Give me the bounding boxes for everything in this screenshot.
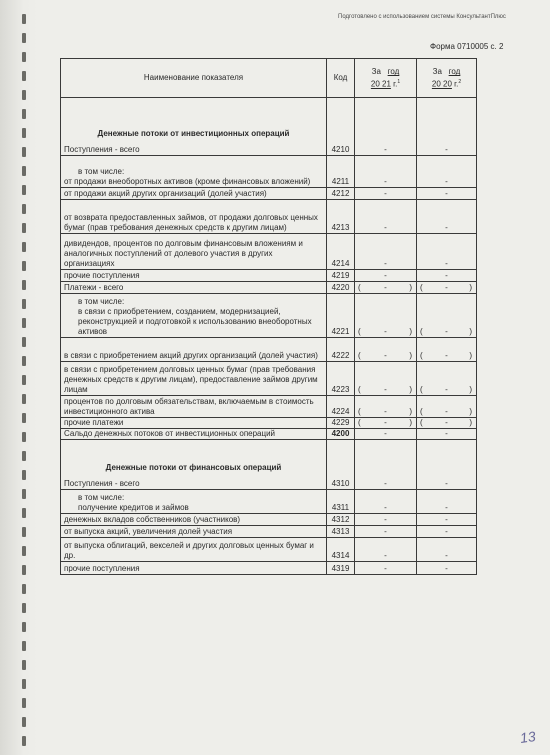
binding-hole [22, 280, 26, 290]
section-title-investing: Денежные потоки от инвестиционных операций [97, 129, 290, 138]
binding-hole [22, 375, 26, 385]
row-label: Денежные потоки от инвестиционных операций Поступления - всего [61, 98, 327, 156]
binding-hole [22, 527, 26, 537]
table-row: денежных вкладов собственников (участников) 4312 - - [61, 514, 477, 526]
binding-hole [22, 394, 26, 404]
table-row: дивидендов, процентов по долговым финансовым вложениям и аналогичных поступлений от долевого участия в других организациях 4214 - - [61, 234, 477, 270]
row-label: в том числе: в связи с приобретением, созданием, модернизацией, реконструкцией и подготовкой к использованию внеоборотных активов [61, 294, 327, 338]
table-row: прочие платежи 4229 ( - ) ( - ) [61, 418, 477, 429]
table-row: в связи с приобретением долговых ценных бумаг (прав требования денежных средств к другим лицам), предоставление займов другим лицам 4223 ( - ) ( - ) [61, 362, 477, 396]
column-header-name: Наименование показателя [61, 59, 327, 98]
row-label: Денежные потоки от финансовых операций Поступления - всего [61, 440, 327, 490]
table-row: процентов по долговым обязательствам, включаемым в стоимость инвестиционного актива 4224 ( - ) ( - ) [61, 396, 477, 418]
binding-hole [22, 14, 26, 24]
header-note: Подготовлено с использованием системы КонсультантПлюс [338, 14, 506, 20]
table-row: прочие поступления 4319 - - [61, 562, 477, 575]
binding-hole [22, 318, 26, 328]
row-label: от выпуска облигаций, векселей и других долговых ценных бумаг и др. [61, 538, 327, 562]
row-label: в том числе: от продажи внеоборотных активов (кроме финансовых вложений) [61, 156, 327, 188]
table-row: Сальдо денежных потоков от инвестиционных операций 4200 - - [61, 429, 477, 440]
binding-hole [22, 736, 26, 746]
row-label: от возврата предоставленных займов, от продажи долговых ценных бумаг (прав требования денежных средств к другим лицам) [61, 200, 327, 234]
binding-hole [22, 698, 26, 708]
row-label: прочие платежи [61, 418, 327, 429]
table-row: Денежные потоки от инвестиционных операций Поступления - всего 4210 - - [61, 98, 477, 156]
binding-hole [22, 204, 26, 214]
binding-hole [22, 52, 26, 62]
row-label: от продажи акций других организаций (долей участия) [61, 188, 327, 200]
row-label: в связи с приобретением долговых ценных бумаг (прав требования денежных средств к другим лицам), предоставление займов другим лицам [61, 362, 327, 396]
binding-strip [0, 0, 40, 755]
row-label: Платежи - всего [61, 282, 327, 294]
binding-hole [22, 717, 26, 727]
binding-hole [22, 71, 26, 81]
binding-hole [22, 679, 26, 689]
column-header-period1: За год 20 21 г.$^1$ [355, 59, 417, 98]
binding-hole [22, 432, 26, 442]
binding-hole [22, 261, 26, 271]
cash-flow-table [60, 58, 477, 575]
row-label: от выпуска акций, увеличения долей участия [61, 526, 327, 538]
binding-hole [22, 242, 26, 252]
binding-hole [22, 109, 26, 119]
binding-hole [22, 223, 26, 233]
section-title-financing: Денежные потоки от финансовых операций [105, 463, 282, 472]
binding-hole [22, 470, 26, 480]
table-header-row [61, 59, 477, 98]
binding-hole [22, 565, 26, 575]
row-label: Сальдо денежных потоков от инвестиционных операций [61, 429, 327, 440]
row-label: денежных вкладов собственников (участников) [61, 514, 327, 526]
binding-hole [22, 128, 26, 138]
table-row: Платежи - всего 4220 ( - ) ( - ) [61, 282, 477, 294]
table-row: от выпуска акций, увеличения долей участия 4313 - - [61, 526, 477, 538]
binding-hole [22, 641, 26, 651]
binding-hole [22, 489, 26, 499]
binding-hole [22, 413, 26, 423]
binding-hole [22, 147, 26, 157]
table-row: в связи с приобретением акций других организаций (долей участия) 4222 ( - ) ( - ) [61, 338, 477, 362]
binding-hole [22, 356, 26, 366]
row-label: в связи с приобретением акций других организаций (долей участия) [61, 338, 327, 362]
binding-hole [22, 546, 26, 556]
binding-hole [22, 451, 26, 461]
row-label: процентов по долговым обязательствам, включаемым в стоимость инвестиционного актива [61, 396, 327, 418]
binding-hole [22, 508, 26, 518]
binding-hole [22, 166, 26, 176]
table-row: от выпуска облигаций, векселей и других долговых ценных бумаг и др. 4314 - - [61, 538, 477, 562]
table-row: от возврата предоставленных займов, от продажи долговых ценных бумаг (прав требования денежных средств к другим лицам) 4213 - - [61, 200, 477, 234]
binding-hole [22, 584, 26, 594]
binding-hole [22, 185, 26, 195]
handwritten-page-number: 13 [519, 727, 538, 747]
table-row: прочие поступления 4219 - - [61, 270, 477, 282]
row-label: в том числе: получение кредитов и займов [61, 490, 327, 514]
table-row: в том числе: в связи с приобретением, созданием, модернизацией, реконструкцией и подготовкой к использованию внеоборотных активов 4221 ( - ) ( - ) [61, 294, 477, 338]
binding-hole [22, 622, 26, 632]
form-label: Форма 0710005 с. 2 [430, 42, 504, 51]
table-row: в том числе: получение кредитов и займов 4311 - - [61, 490, 477, 514]
row-label: прочие поступления [61, 562, 327, 575]
binding-hole [22, 337, 26, 347]
binding-hole [22, 90, 26, 100]
table-row: в том числе: от продажи внеоборотных активов (кроме финансовых вложений) 4211 - - [61, 156, 477, 188]
binding-hole [22, 660, 26, 670]
table-row: Денежные потоки от финансовых операций Поступления - всего 4310 - - [61, 440, 477, 490]
table-row: от продажи акций других организаций (долей участия) 4212 - - [61, 188, 477, 200]
row-label: прочие поступления [61, 270, 327, 282]
binding-hole [22, 603, 26, 613]
binding-hole [22, 299, 26, 309]
binding-hole [22, 33, 26, 43]
column-header-code: Код [327, 59, 355, 98]
row-label: дивидендов, процентов по долговым финансовым вложениям и аналогичных поступлений от долевого участия в других организациях [61, 234, 327, 270]
column-header-period2: За год 20 20 г.$^2$ [417, 59, 477, 98]
